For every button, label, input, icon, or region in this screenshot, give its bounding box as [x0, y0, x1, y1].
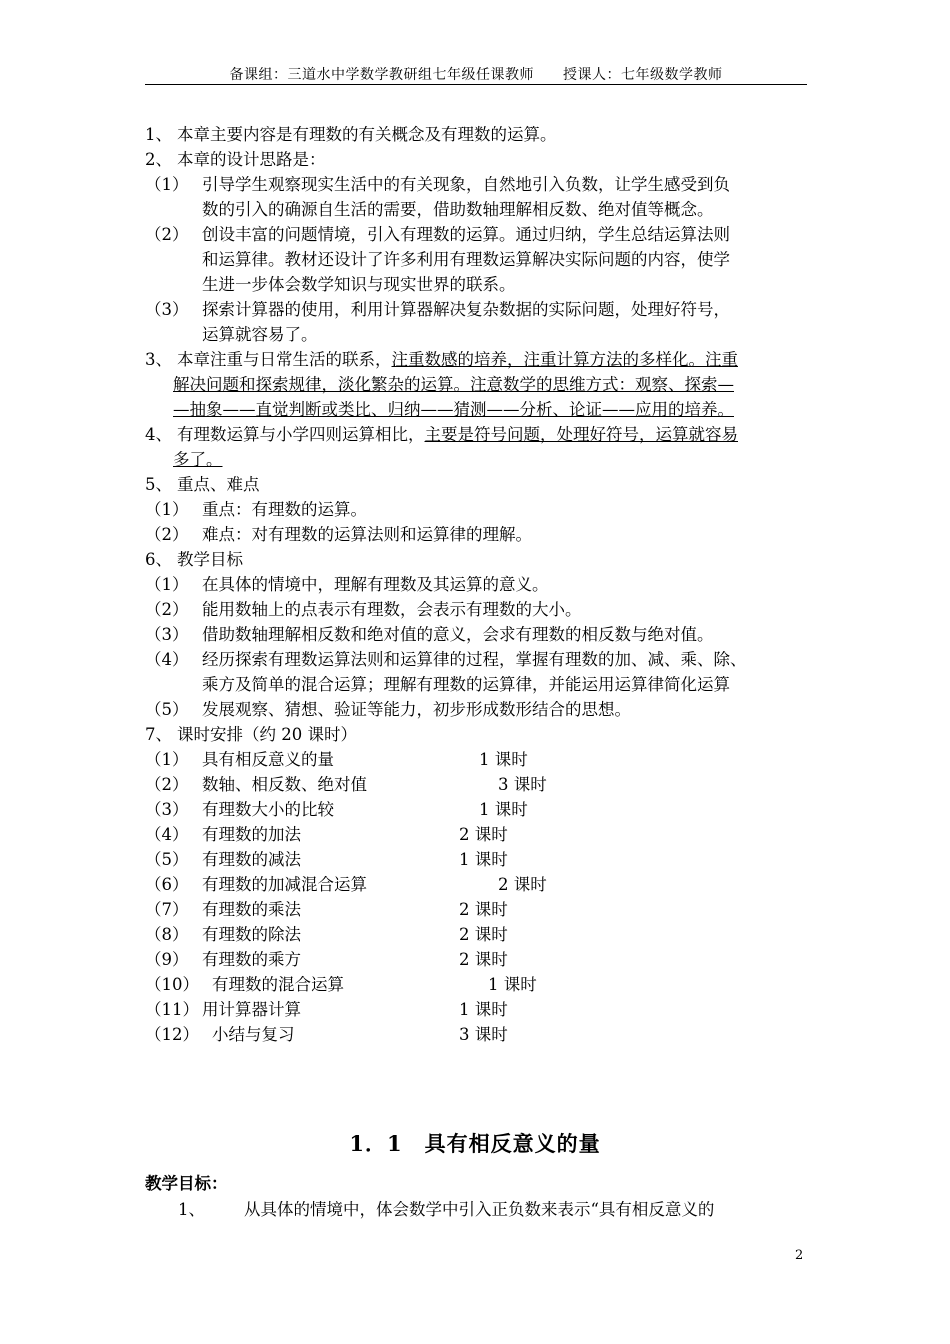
schedule-time: 3 课时	[498, 775, 547, 794]
item-6-1	[145, 572, 810, 597]
page-header: 备课组：三道水中学数学教研组七年级任课教师 授课人：七年级数学教师	[229, 67, 723, 83]
item-5-1	[145, 497, 810, 522]
schedule-row	[145, 922, 810, 947]
item-2-1-cont: 数的引入的确源自生活的需要，借助数轴理解相反数、绝对值等概念。	[202, 200, 714, 219]
goal-text: 从具体的情境中，体会数学中引入正负数来表示“具有相反意义的	[244, 1200, 715, 1219]
item-5	[145, 472, 810, 497]
schedule-number: （6）	[145, 875, 189, 894]
schedule-topic: 用计算器计算	[202, 1000, 301, 1019]
subitem-text: 借助数轴理解相反数和绝对值的意义，会求有理数的相反数与绝对值。	[202, 625, 714, 644]
item-4	[145, 422, 810, 447]
schedule-row	[145, 897, 810, 922]
subitem-text: 重点：有理数的运算。	[202, 500, 367, 519]
item-2-3	[145, 297, 810, 322]
subitem-number: （2）	[145, 600, 189, 619]
schedule-number: （5）	[145, 850, 189, 869]
page-number: 2	[795, 1248, 804, 1263]
schedule-time: 1 课时	[459, 1000, 508, 1019]
schedule-row	[145, 972, 810, 997]
subitem-text: 探索计算器的使用，利用计算器解决复杂数据的实际问题，处理好符号，	[202, 300, 730, 319]
subitem-text: 发展观察、猜想、验证等能力，初步形成数形结合的思想。	[202, 700, 631, 719]
schedule-number: （10）	[145, 975, 199, 994]
item-6-5	[145, 697, 810, 722]
chapter-overview	[145, 122, 810, 1047]
schedule-number: （7）	[145, 900, 189, 919]
item-6-3	[145, 622, 810, 647]
item-2-2-cont: 和运算律。教材还设计了许多利用有理数运算解决实际问题的内容，使学	[202, 250, 730, 269]
item-6-4	[145, 647, 810, 672]
schedule-number: （3）	[145, 800, 189, 819]
schedule-topic: 有理数的加法	[202, 825, 301, 844]
schedule-row	[145, 997, 810, 1022]
subitem-text: 引导学生观察现实生活中的有关现象，自然地引入负数，让学生感受到负	[202, 175, 730, 194]
schedule-time: 2 课时	[459, 925, 508, 944]
item-2-3-cont: 运算就容易了。	[202, 325, 318, 344]
underlined-text: 注重数感的培养，注重计算方法的多样化。注重	[391, 350, 738, 369]
schedule-number: （9）	[145, 950, 189, 969]
schedule-number: （4）	[145, 825, 189, 844]
schedule-time: 2 课时	[459, 900, 508, 919]
item-1	[145, 122, 810, 147]
schedule-number: （8）	[145, 925, 189, 944]
item-6-2	[145, 597, 810, 622]
schedule-time: 2 课时	[459, 825, 508, 844]
subitem-number: （2）	[145, 225, 189, 244]
item-text: 教学目标	[177, 550, 243, 569]
goal-number: 1、	[178, 1200, 205, 1219]
item-7	[145, 722, 810, 747]
schedule-row	[145, 872, 810, 897]
item-6-4-cont: 乘方及简单的混合运算；理解有理数的运算律，并能运用运算律简化运算	[202, 675, 730, 694]
schedule-time: 1 课时	[479, 750, 528, 769]
item-2-2-cont: 生进一步体会数学知识与现实世界的联系。	[202, 275, 516, 294]
item-2-2	[145, 222, 810, 247]
item-number: 7、	[145, 725, 172, 744]
section-title: 1．1 具有相反意义的量	[349, 1131, 601, 1156]
item-3-cont	[145, 397, 810, 422]
subitem-number: （2）	[145, 525, 189, 544]
header-rule	[145, 84, 807, 85]
item-text: 本章的设计思路是：	[177, 150, 326, 169]
schedule-row	[145, 1022, 810, 1047]
subitem-number: （1）	[145, 500, 189, 519]
subitem-number: （5）	[145, 700, 189, 719]
schedule-number: （2）	[145, 775, 189, 794]
item-6	[145, 547, 810, 572]
schedule-number: （11）	[145, 1000, 199, 1019]
schedule-row	[145, 947, 810, 972]
item-number: 1、	[145, 125, 172, 144]
schedule-topic: 具有相反意义的量	[202, 750, 334, 769]
schedule-row	[145, 747, 810, 772]
schedule-topic: 有理数的乘方	[202, 950, 301, 969]
schedule-number: （12）	[145, 1025, 199, 1044]
schedule-time: 1 课时	[488, 975, 537, 994]
subitem-number: （1）	[145, 175, 189, 194]
subitem-text: 在具体的情境中，理解有理数及其运算的意义。	[202, 575, 549, 594]
schedule-number: （1）	[145, 750, 189, 769]
schedule-topic: 小结与复习	[212, 1025, 295, 1044]
schedule-time: 3 课时	[459, 1025, 508, 1044]
schedule-row	[145, 847, 810, 872]
schedule-time: 2 课时	[459, 950, 508, 969]
item-5-2	[145, 522, 810, 547]
subitem-number: （4）	[145, 650, 189, 669]
item-text: 重点、难点	[177, 475, 260, 494]
schedule-topic: 有理数的加减混合运算	[202, 875, 367, 894]
item-number: 2、	[145, 150, 172, 169]
schedule-row	[145, 797, 810, 822]
schedule-topic: 有理数的混合运算	[212, 975, 344, 994]
item-3-cont	[145, 372, 810, 397]
subitem-number: （1）	[145, 575, 189, 594]
item-text: 有理数运算与小学四则运算相比，	[177, 425, 425, 444]
subitem-text: 能用数轴上的点表示有理数，会表示有理数的大小。	[202, 600, 582, 619]
schedule-time: 2 课时	[498, 875, 547, 894]
item-number: 3、	[145, 350, 172, 369]
subitem-text: 创设丰富的问题情境，引入有理数的运算。通过归纳，学生总结运算法则	[202, 225, 730, 244]
goal-1	[178, 1196, 714, 1220]
subitem-number: （3）	[145, 300, 189, 319]
schedule-topic: 有理数的减法	[202, 850, 301, 869]
subitem-text: 经历探索有理数运算法则和运算律的过程，掌握有理数的加、减、乘、除、	[202, 650, 747, 669]
schedule-topic: 有理数的除法	[202, 925, 301, 944]
schedule-topic: 有理数大小的比较	[202, 800, 334, 819]
item-text: 课时安排（约 20 课时）	[177, 725, 357, 744]
goals-heading: 教学目标：	[145, 1174, 228, 1193]
item-text: 本章注重与日常生活的联系，	[177, 350, 392, 369]
subitem-text: 难点：对有理数的运算法则和运算律的理解。	[202, 525, 532, 544]
item-3	[145, 347, 810, 372]
item-2-1	[145, 172, 810, 197]
schedule-time: 1 课时	[479, 800, 528, 819]
schedule-row	[145, 822, 810, 847]
schedule-topic: 有理数的乘法	[202, 900, 301, 919]
item-4-cont	[145, 447, 810, 472]
schedule-time: 1 课时	[459, 850, 508, 869]
underlined-text: —抽象——直觉判断或类比、归纳——猜测——分析、论证——应用的培养。	[173, 400, 734, 419]
subitem-number: （3）	[145, 625, 189, 644]
underlined-text: 多了。	[173, 450, 223, 469]
item-number: 4、	[145, 425, 172, 444]
item-number: 6、	[145, 550, 172, 569]
underlined-text: 解决问题和探索规律，淡化繁杂的运算。注意数学的思维方式：观察、探索—	[173, 375, 734, 394]
item-number: 5、	[145, 475, 172, 494]
item-text: 本章主要内容是有理数的有关概念及有理数的运算。	[177, 125, 557, 144]
schedule-row	[145, 772, 810, 797]
schedule-topic: 数轴、相反数、绝对值	[202, 775, 367, 794]
underlined-text: 主要是符号问题，处理好符号，运算就容易	[424, 425, 738, 444]
item-2	[145, 147, 810, 172]
